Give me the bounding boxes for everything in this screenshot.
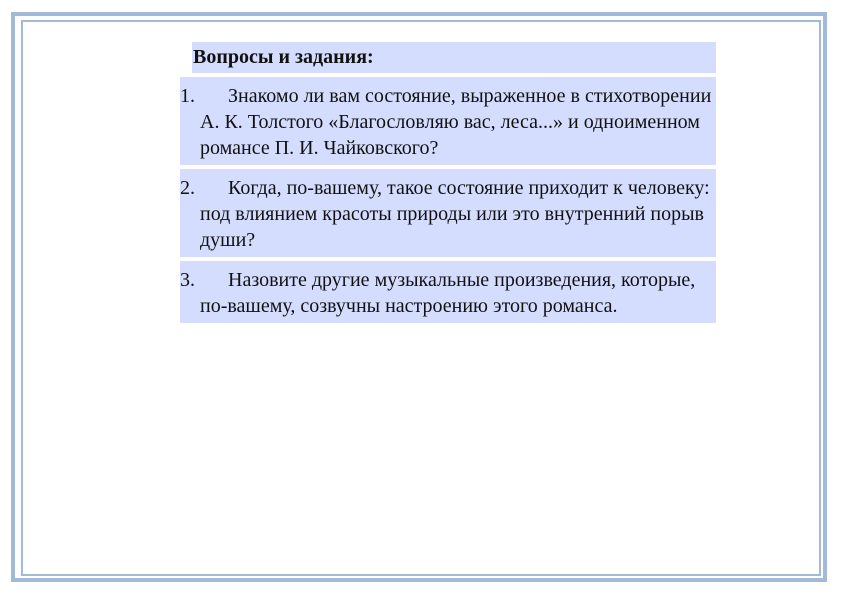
question-text: Знакомо ли вам состояние, выраженное в стихотворении А. К. Толстого «Благословляю вас, леса...» и одноименном романсе П. И. Чайковского? (200, 85, 712, 159)
question-number: 3. (180, 269, 195, 291)
question-item-2 (180, 169, 716, 257)
question-item-3 (180, 261, 716, 323)
questions-heading: Вопросы и задания: (193, 46, 374, 68)
question-text: Назовите другие музыкальные произведения, которые, по-вашему, созвучны настроению этого романса. (200, 269, 696, 317)
question-number: 1. (180, 85, 195, 107)
questions-block (180, 42, 716, 323)
question-item-1 (180, 77, 716, 165)
question-text: Когда, по-вашему, такое состояние приходит к человеку: под влиянием красоты природы или это внутренний порыв души? (200, 177, 710, 251)
question-number: 2. (180, 177, 195, 199)
heading-row (192, 42, 716, 73)
